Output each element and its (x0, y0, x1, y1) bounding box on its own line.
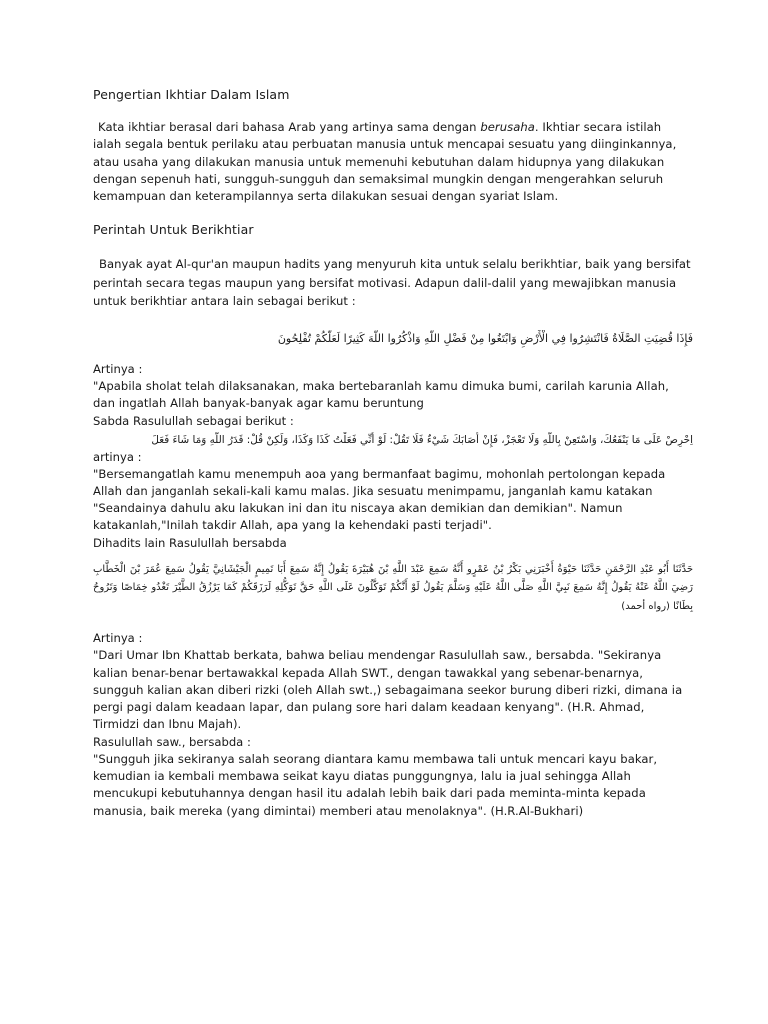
emphasis-berusaha: berusaha (480, 120, 535, 134)
label-sabda: Sabda Rasulullah sebagai berikut : (93, 413, 294, 428)
label-artinya-3: Artinya : (93, 631, 143, 646)
label-rasulullah: Rasulullah saw., bersabda : (93, 734, 251, 749)
paragraph-pengertian (93, 119, 693, 205)
hadith-2-translation: "Dari Umar Ibn Khattab berkata, bahwa beliau mendengar Rasulullah saw., bersabda. "Sekiranya kalian benar-benar bertawakkal kepada Allah SWT., dengan tawakkal yang sebenar-benarnya, sungguh kalian akan diberi rizki (oleh Allah swt.,) sebagaimana seekor burung diberi rizki, dimana ia pergi pagi dalam keadaan lapar, dan pulang sore hari dalam keadaan kenyang". (H.R. Ahmad, Tirmidzi dan Ibnu Majah). (93, 648, 683, 732)
hadith-3-translation: "Sungguh jika sekiranya salah seorang diantara kamu membawa tali untuk mencari kayu bakar, kemudian ia kembali membawa seikat kayu diatas punggungnya, lalu ia jual sehingga Allah mencukupi kebutuhannya dengan hasil itu adalah lebih baik dari pada meminta-minta kepada manusia, baik mereka (yang dimintai) memberi atau menolaknya". (H.R.Al-Bukhari) (93, 751, 658, 818)
label-artinya: Artinya : (93, 361, 143, 376)
paragraph-text: Kata ikhtiar berasal dari bahasa Arab yang artinya sama dengan (98, 120, 481, 134)
ayat-translation: "Apabila sholat telah dilaksanakan, maka bertebaranlah kamu dimuka bumi, carilah karunia Allah, dan ingatlah Allah banyak-banyak agar kamu beruntung (93, 378, 669, 411)
paragraph-text: . Ikhtiar secara istilah ialah segala bentuk perilaku atau perbuatan manusia untuk mencapai sesuatu yang diinginkannya, atau usaha yang dilakukan manusia untuk memenuhi kebutuhan dalam hidupnya yang dilakukan dengan sepenuh hati, sungguh-sungguh dan semaksimal mungkin dengan mengerahkan seluruh kemampuan dan keterampilannya serta dilakukan sesuai dengan syariat Islam. (93, 120, 677, 204)
hadith-1-translation: "Bersemangatlah kamu menempuh aoa yang bermanfaat bagimu, mohonlah pertolongan kepada Allah dan janganlah sekali-kali kamu malas. Jika sesuatu menimpamu, janganlah kamu katakan "Seandainya dahulu aku lakukan ini dan itu niscaya akan demikian dan demikian". Namun katakanlah,"Inilah takdir Allah, apa yang Ia kehendaki pasti terjadi". (93, 466, 666, 533)
section-title-pengertian: Pengertian Ikhtiar Dalam Islam (93, 87, 290, 102)
label-artinya-2: artinya : (93, 449, 142, 464)
label-dihadits: Dihadits lain Rasulullah bersabda (93, 535, 287, 550)
arabic-hadith-2: حَدَّثَنَا أَبُو عَبْدِ الرَّحْمَنِ حَدَّثَنَا حَيْوَةُ أَخْبَرَنِي بَكْرُ بْنُ عَمْرٍو أَنَّهُ سَمِعَ عَبْدَ اللَّهِ بْنَ هُبَيْرَةَ يَقُولُ إِنَّهُ سَمِعَ أَبَا تَمِيمٍ الْجَيْشَانِيَّ يَقُولُ سَمِعَ عُمَرَ بْنَ الْخَطَّابِ رَضِيَ اللَّهُ عَنْهُ يَقُولُ إِنَّهُ سَمِعَ نَبِيَّ اللَّهِ صَلَّى اللَّهُ عَلَيْهِ وَسَلَّمَ يَقُولُ لَوْ أَنَّكُمْ تَوَكَّلُونَ عَلَى اللَّهِ حَقَّ تَوَكُّلِهِ لَرَزَقَكُمْ كَمَا يَرْزُقُ الطَّيْرَ تَغْدُو خِمَاصًا وَتَرُوحُ بِطَانًا (رواه أحمد) (93, 563, 693, 612)
paragraph-perintah-intro: Banyak ayat Al-qur'an maupun hadits yang menyuruh kita untuk selalu berikhtiar, baik yang bersifat perintah secara tegas maupun yang bersifat motivasi. Adapun dalil-dalil yang mewajibkan manusia untuk berikhtiar antara lain sebagai berikut : (93, 257, 691, 309)
arabic-hadith-1: اِحْرِصْ عَلَى مَا يَنْفَعُكَ، وَاسْتَعِنْ بِاللَّهِ وَلَا تَعْجَزْ، فَإِنْ أَصَابَكَ شَيْءٌ فَلَا تَقُلْ: لَوْ أَنِّي فَعَلْتُ كَذَا وَكَذَا، وَلَكِنْ قُلْ: قَدَرُ اللَّهِ وَمَا شَاءَ فَعَلَ (151, 433, 693, 446)
document-page (93, 86, 693, 820)
arabic-ayat: فَإِذَا قُضِيَتِ الصَّلَاةُ فَانْتَشِرُوا فِي الْأَرْضِ وَابْتَغُوا مِنْ فَضْلِ اللَّهِ وَاذْكُرُوا اللَّهَ كَثِيرًا لَعَلَّكُمْ تُفْلِحُونَ (277, 331, 693, 345)
section-title-perintah: Perintah Untuk Berikhtiar (93, 222, 254, 238)
